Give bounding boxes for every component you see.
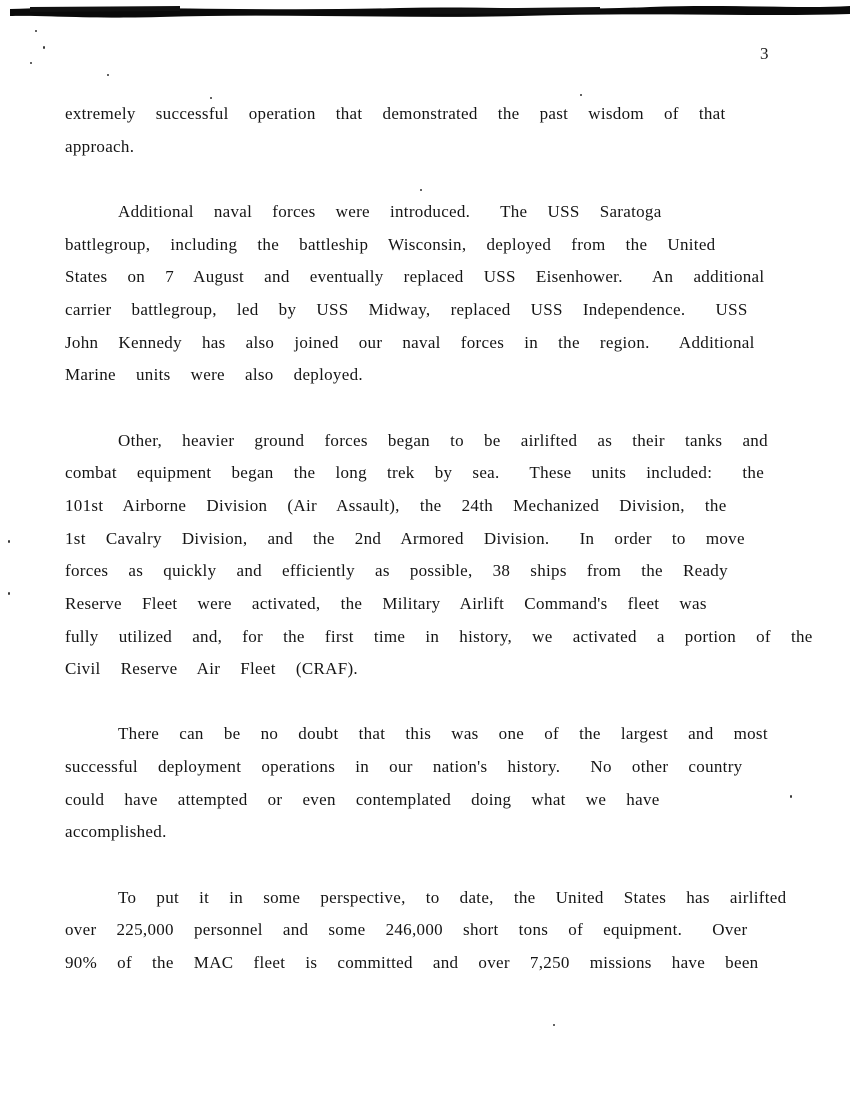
text-line: John Kennedy has also joined our naval forces in the region. Additional: [65, 332, 755, 352]
text-line: accomplished.: [65, 822, 167, 842]
scan-speck: [553, 1024, 555, 1026]
text-line: 1st Cavalry Division, and the 2nd Armored Division. In order to move: [65, 528, 745, 548]
text-line: To put it in some perspective, to date, the United States has airlifted: [118, 887, 787, 907]
paragraph: [65, 718, 768, 849]
scan-speck: [43, 46, 45, 49]
scan-speck: [8, 592, 10, 595]
text-line: 101st Airborne Division (Air Assault), the 24th Mechanized Division, the: [65, 495, 727, 515]
scan-speck: [420, 189, 422, 191]
text-line: Reserve Fleet were activated, the Military Airlift Command's fleet was: [65, 593, 707, 613]
paragraph: [65, 98, 743, 163]
scan-speck: [35, 30, 37, 32]
paragraph: [65, 196, 765, 392]
text-line: battlegroup, including the battleship Wisconsin, deployed from the United: [65, 234, 716, 254]
text-line: approach.: [65, 136, 135, 156]
text-line: could have attempted or even contemplated doing what we have: [65, 789, 660, 809]
text-line: There can be no doubt that this was one of the largest and most: [118, 724, 768, 744]
scan-speck: [8, 540, 10, 543]
scan-speck: [30, 62, 32, 64]
text-line: States on 7 August and eventually replaced USS Eisenhower. An additional: [65, 267, 765, 287]
scan-speck: [790, 795, 792, 798]
document-body: [65, 98, 813, 980]
text-line: carrier battlegroup, led by USS Midway, replaced USS Independence. USS: [65, 299, 748, 319]
scan-speck: [107, 74, 109, 76]
text-line: forces as quickly and efficiently as possible, 38 ships from the Ready: [65, 561, 728, 581]
paragraph: [65, 882, 787, 980]
text-line: over 225,000 personnel and some 246,000 short tons of equipment. Over: [65, 920, 748, 940]
text-line: Marine units were also deployed.: [65, 365, 363, 385]
paragraph: [65, 425, 813, 686]
page-number: 3: [760, 44, 769, 63]
text-line: successful deployment operations in our nation's history. No other country: [65, 757, 743, 777]
text-line: Civil Reserve Air Fleet (CRAF).: [65, 659, 358, 679]
text-line: fully utilized and, for the first time in history, we activated a portion of the: [65, 626, 813, 646]
scan-artifact-top-bar: [0, 0, 850, 24]
text-line: combat equipment began the long trek by sea. These units included: the: [65, 463, 765, 483]
text-line: Additional naval forces were introduced. The USS Saratoga: [118, 201, 662, 221]
text-line: 90% of the MAC fleet is committed and over 7,250 missions have been: [65, 953, 759, 973]
scan-speck: [210, 97, 212, 99]
text-line: Other, heavier ground forces began to be airlifted as their tanks and: [118, 430, 768, 450]
scan-speck: [580, 94, 582, 96]
text-line: extremely successful operation that demonstrated the past wisdom of that: [65, 104, 726, 123]
